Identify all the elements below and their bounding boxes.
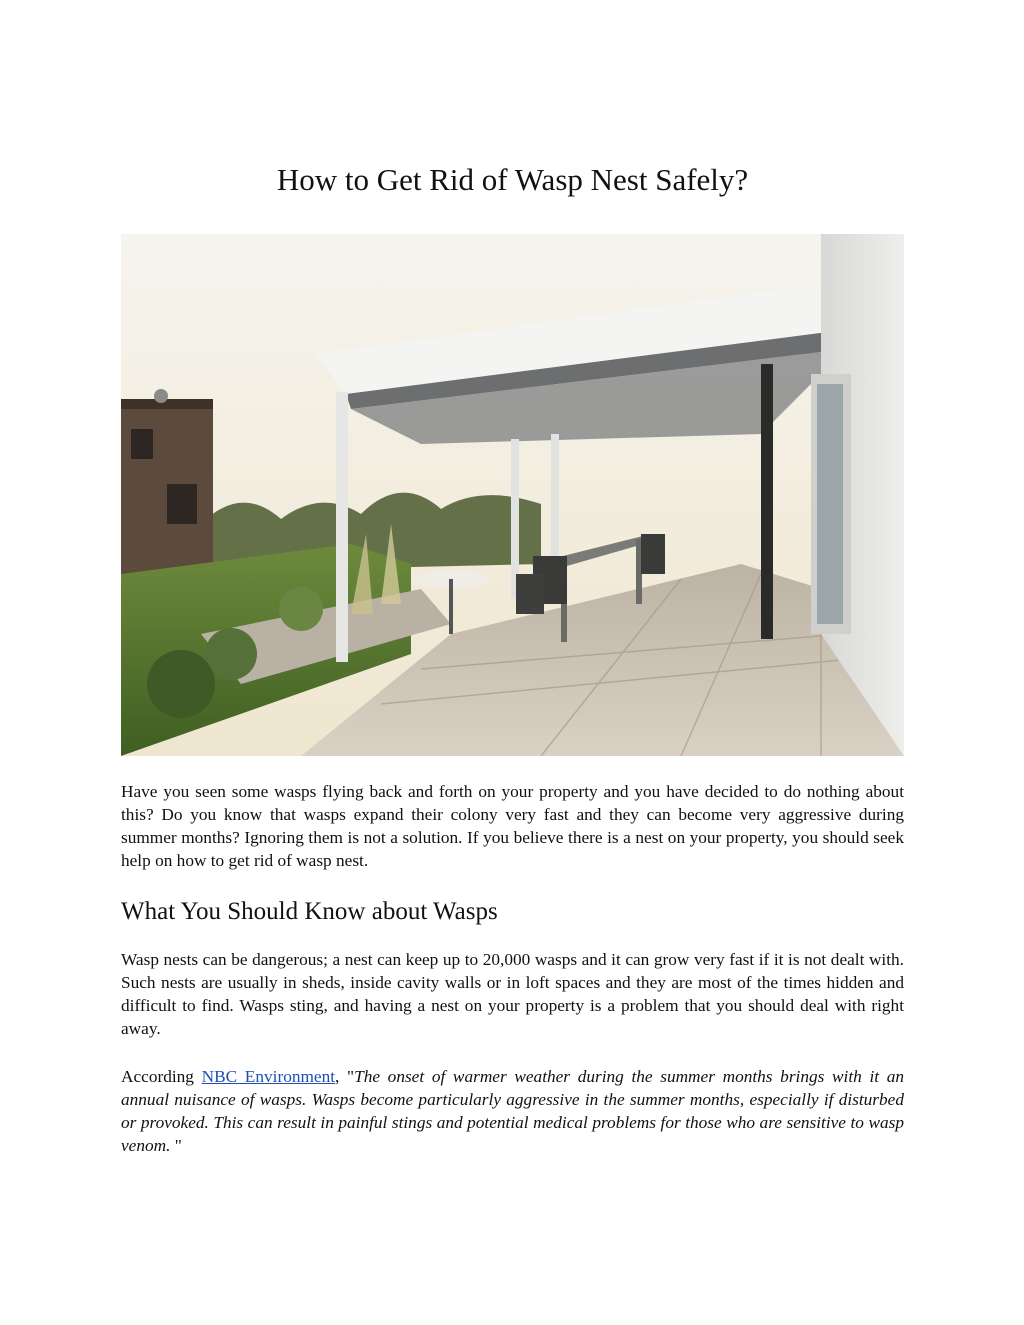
section-paragraph: Wasp nests can be dangerous; a nest can keep up to 20,000 wasps and it can grow very fast if it is not dealt with. Such nests are usually in sheds, inside cavity walls or in loft spaces and they are most of the times hidden and difficult to find. Wasps sting, and having a nest on your property is a problem that you should deal with right away. xyxy=(121,950,904,1038)
nbc-environment-link[interactable]: NBC Environment xyxy=(201,1067,336,1086)
intro-paragraph: Have you seen some wasps flying back and forth on your property and you have decided to do nothing about this? Do you know that wasps expand their colony very fast and they can become very aggressive during summer months? Ignoring them is not a solution. If you believe there is a nest on your property, you should seek help on how to get rid of wasp nest. xyxy=(121,782,904,870)
quote-text: The onset of warmer weather during the summer months brings with it an annual nuisance of wasps. Wasps become particularly aggressive in the summer months, especially if disturbed or provoked. This can result in painful stings and potential medical problems for those who are sensitive to wasp venom. xyxy=(121,1067,904,1155)
hero-image xyxy=(121,234,904,756)
quote-paragraph xyxy=(121,1065,904,1157)
section-heading: What You Should Know about Wasps xyxy=(121,898,498,925)
quote-separator: , " xyxy=(335,1067,355,1086)
quote-lead: According xyxy=(121,1067,202,1086)
quote-end: " xyxy=(174,1136,182,1155)
page-title: How to Get Rid of Wasp Nest Safely? xyxy=(276,162,749,197)
patio-photo-icon xyxy=(121,234,904,756)
